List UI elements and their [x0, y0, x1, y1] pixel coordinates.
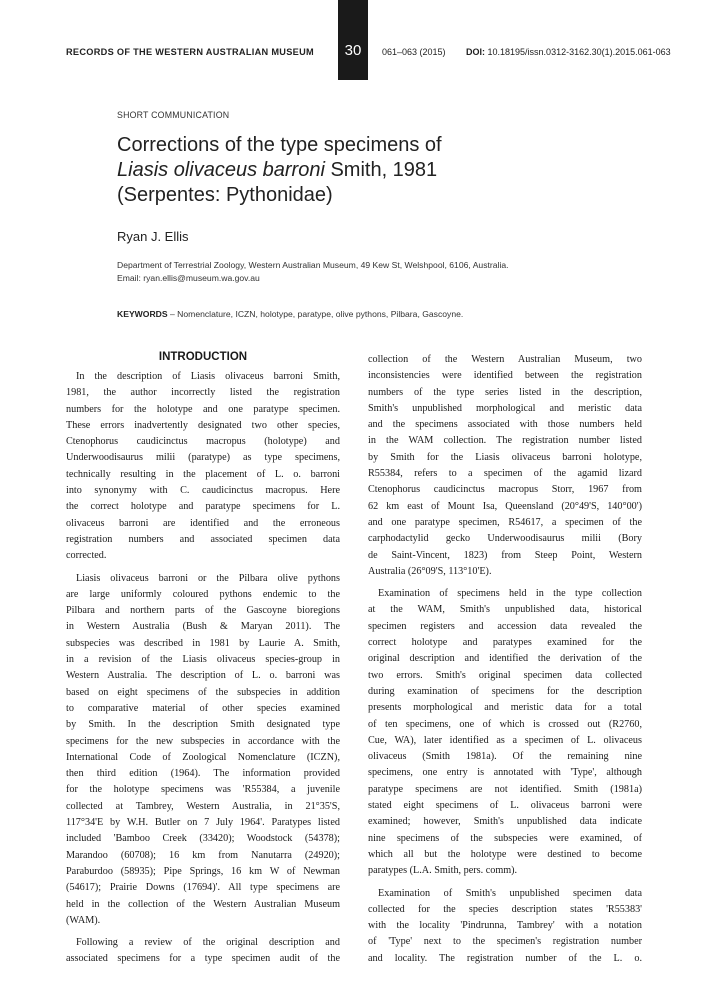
text-line: corrected. — [66, 550, 107, 562]
keywords-text: – Nomenclature, ICZN, holotype, paratype, olive pythons, Pilbara, Gascoyne. — [167, 309, 464, 319]
journal-name: RECORDS OF THE WESTERN AUSTRALIAN MUSEUM — [66, 47, 314, 57]
doi-label: DOI: — [466, 47, 485, 57]
text-line: inconsistencies were identified between the registration — [368, 370, 642, 382]
doi[interactable] — [466, 47, 671, 57]
text-line: collected at Tambrey, Western Australia, in 21°35'S, — [66, 800, 340, 812]
text-line: during examination of specimens for the description — [368, 685, 642, 697]
text-line: Marandoo (60708); 16 km from Nanutarra (24920); — [66, 849, 340, 861]
text-line: Liasis olivaceus barroni or the Pilbara olive pythons — [76, 572, 340, 584]
text-line: collected for the species description states 'R55383' — [368, 903, 642, 915]
affiliation-email[interactable]: Email: ryan.ellis@museum.wa.gov.au — [117, 272, 260, 283]
text-line: Paraburdoo (58935); Pipe Springs, 16 km W of Newman — [66, 865, 340, 877]
text-line: Underwoodisaurus milii (paratype) as type specimens, — [66, 452, 340, 464]
text-line: carphodactylid gecko Underwoodisaurus milii (Bory — [368, 533, 642, 545]
text-line: technically resulting in the placement of L. o. barroni — [66, 468, 340, 480]
text-line: Smith's unpublished morphological and meristic data — [368, 402, 642, 414]
text-line: original description and identified the derivation of the — [368, 653, 642, 665]
text-line: 62 km east of Mount Isa, Queensland (20°49'S, 140°00') — [368, 500, 642, 512]
text-line: (54617); Prairie Downs (17694)'. All type specimens are — [66, 882, 340, 894]
text-line: by Smith. In the description Smith designated type — [66, 719, 340, 731]
text-line: associated specimens for a type specimen audit of the — [66, 953, 340, 965]
affiliation — [117, 259, 617, 284]
text-line: by Smith for the Liasis olivaceus barroni holotype, — [368, 451, 642, 463]
page-number-tab — [338, 0, 368, 80]
text-line: in the WAM collection. The registration number listed — [368, 435, 642, 447]
text-line: olivaceus barroni are identified and the erroneous — [66, 517, 340, 529]
keywords — [117, 309, 463, 319]
article-title — [117, 133, 597, 208]
title-line-1: Corrections of the type specimens of — [117, 134, 442, 156]
text-line: to comparative material of other species examined — [66, 702, 340, 714]
text-line: the correct holotype and paratype specimens for L. — [66, 501, 340, 513]
text-line: International Code of Zoological Nomenclature (ICZN), — [66, 751, 340, 763]
text-line: Ctenophorus caudicinctus macropus (holotype) and — [66, 436, 340, 448]
text-line: 1981, the author incorrectly listed the registration — [66, 387, 340, 399]
title-line-3: (Serpentes: Pythonidae) — [117, 184, 333, 206]
text-line: numbers of the type series listed in the description, — [368, 386, 642, 398]
text-line: Following a review of the original description and — [76, 937, 340, 949]
text-line: paratypes (L.A. Smith, pers. comm). — [368, 865, 518, 877]
title-line-2 — [117, 158, 597, 183]
text-line: of 'Type' next to the specimen's registration number — [368, 936, 642, 948]
text-line: numbers for the holotype and one paratype specimen. — [66, 403, 340, 415]
left-column — [66, 349, 340, 968]
text-line: based on eight specimens of the subspecies in addition — [66, 686, 340, 698]
text-line: Examination of specimens held in the type collection — [378, 588, 642, 600]
left-column-text — [66, 369, 340, 968]
text-line: then third edition (1964). The information provided — [66, 768, 340, 780]
text-line: in Western Australia (Bush & Maryan 2011). The — [66, 621, 340, 633]
section-label: SHORT COMMUNICATION — [117, 110, 230, 120]
introduction-heading: INTRODUCTION — [158, 351, 248, 363]
text-line: R55384, refers to a specimen of the agamid lizard — [368, 468, 642, 480]
author-name: Ryan J. Ellis — [117, 229, 189, 244]
text-line: are large uniformly coloured pythons endemic to the — [66, 588, 340, 600]
page-number: 30 — [344, 42, 362, 59]
text-line: and the specimens associated with those numbers held — [368, 419, 642, 431]
affiliation-address: Department of Terrestrial Zoology, Western Australian Museum, 49 Kew St, Welshpool, 6106, Australia. — [117, 260, 509, 270]
text-line: paratype specimens are not identified. Smith (1981a) — [368, 783, 642, 795]
text-line: In the description of Liasis olivaceus barroni Smith, — [76, 371, 340, 382]
text-line: Ctenophorus caudicinctus macropus Storr, 1967 from — [368, 484, 642, 496]
doi-value[interactable]: 10.18195/issn.0312-3162.30(1).2015.061-063 — [487, 47, 671, 57]
text-line: into synonymy with C. caudicinctus macropus. Here — [66, 485, 340, 497]
text-line: examined; however, Smith's unpublished data indicate — [368, 816, 642, 828]
text-line: stated eight specimens of L. olivaceus barroni were — [368, 800, 642, 812]
keywords-label: KEYWORDS — [117, 309, 168, 319]
page-header — [0, 0, 704, 80]
text-line: at the WAM, Smith's unpublished data, historical — [368, 604, 642, 616]
text-line: in a revision of the Liasis olivaceus species-group in — [66, 654, 340, 666]
text-line: nine specimens of the subspecies were examined, of — [368, 832, 642, 844]
text-line: which all but the holotype were destined to become — [368, 848, 642, 860]
text-line: de Saint-Vincent, 1823) from Steep Point, Western — [368, 549, 642, 561]
text-line: 117°34'E by W.H. Butler on 7 July 1964'. Paratypes listed — [66, 817, 340, 829]
text-line: and locality. The registration number of the L. o. — [368, 952, 642, 964]
text-line: registration numbers and associated specimen data — [66, 533, 340, 545]
text-line: presents morphological and meristic data for a total — [368, 702, 642, 714]
text-line: of ten specimens, one of which is crossed out (R2760, — [368, 718, 642, 730]
page-range: 061–063 (2015) — [382, 47, 446, 57]
text-line: specimens, one entry is annotated with 'Type', although — [368, 767, 642, 779]
text-line: (WAM). — [66, 914, 101, 926]
text-line: specimen registers and accession data revealed the — [368, 620, 642, 632]
title-taxon: Liasis olivaceus barroni — [117, 159, 325, 181]
right-column — [368, 352, 642, 967]
text-line: Cue, WA), later identified as a specimen of L. olivaceus — [368, 734, 642, 746]
text-line: specimens for the new subspecies in accordance with the — [66, 735, 340, 747]
text-line: and one paratype specimen, R54617, a specimen of the — [368, 516, 642, 528]
text-line: correct holotype and paratypes examined for the — [368, 637, 642, 649]
text-line: collection of the Western Australian Museum, two — [368, 354, 642, 365]
text-line: Pilbara and northern parts of the Gascoyne bioregions — [66, 605, 340, 617]
text-line: Australia (26°09'S, 113°10'E). — [368, 565, 492, 577]
text-line: These errors inadvertently designated two other species, — [66, 419, 340, 431]
text-line: two errors. Smith's original specimen data collected — [368, 669, 642, 681]
text-line: olivaceus (Smith 1981a). Of the remaining nine — [368, 751, 642, 763]
right-column-text — [368, 352, 642, 967]
text-line: for the holotype specimens was 'R55384, a juvenile — [66, 784, 340, 796]
text-line: included 'Bamboo Creek (33420); Woodstock (54378); — [66, 833, 340, 845]
text-line: with the locality 'Pindrunna, Tambrey' with a notation — [368, 920, 642, 932]
text-line: Examination of Smith's unpublished specimen data — [378, 887, 642, 899]
text-line: held in the collection of the Western Australian Museum — [66, 898, 340, 910]
title-authority: Smith, 1981 — [324, 159, 438, 181]
text-line: Western Australia. The description of L. o. barroni was — [66, 670, 340, 682]
text-line: subspecies was described in 1981 by Laurie A. Smith, — [66, 637, 340, 649]
